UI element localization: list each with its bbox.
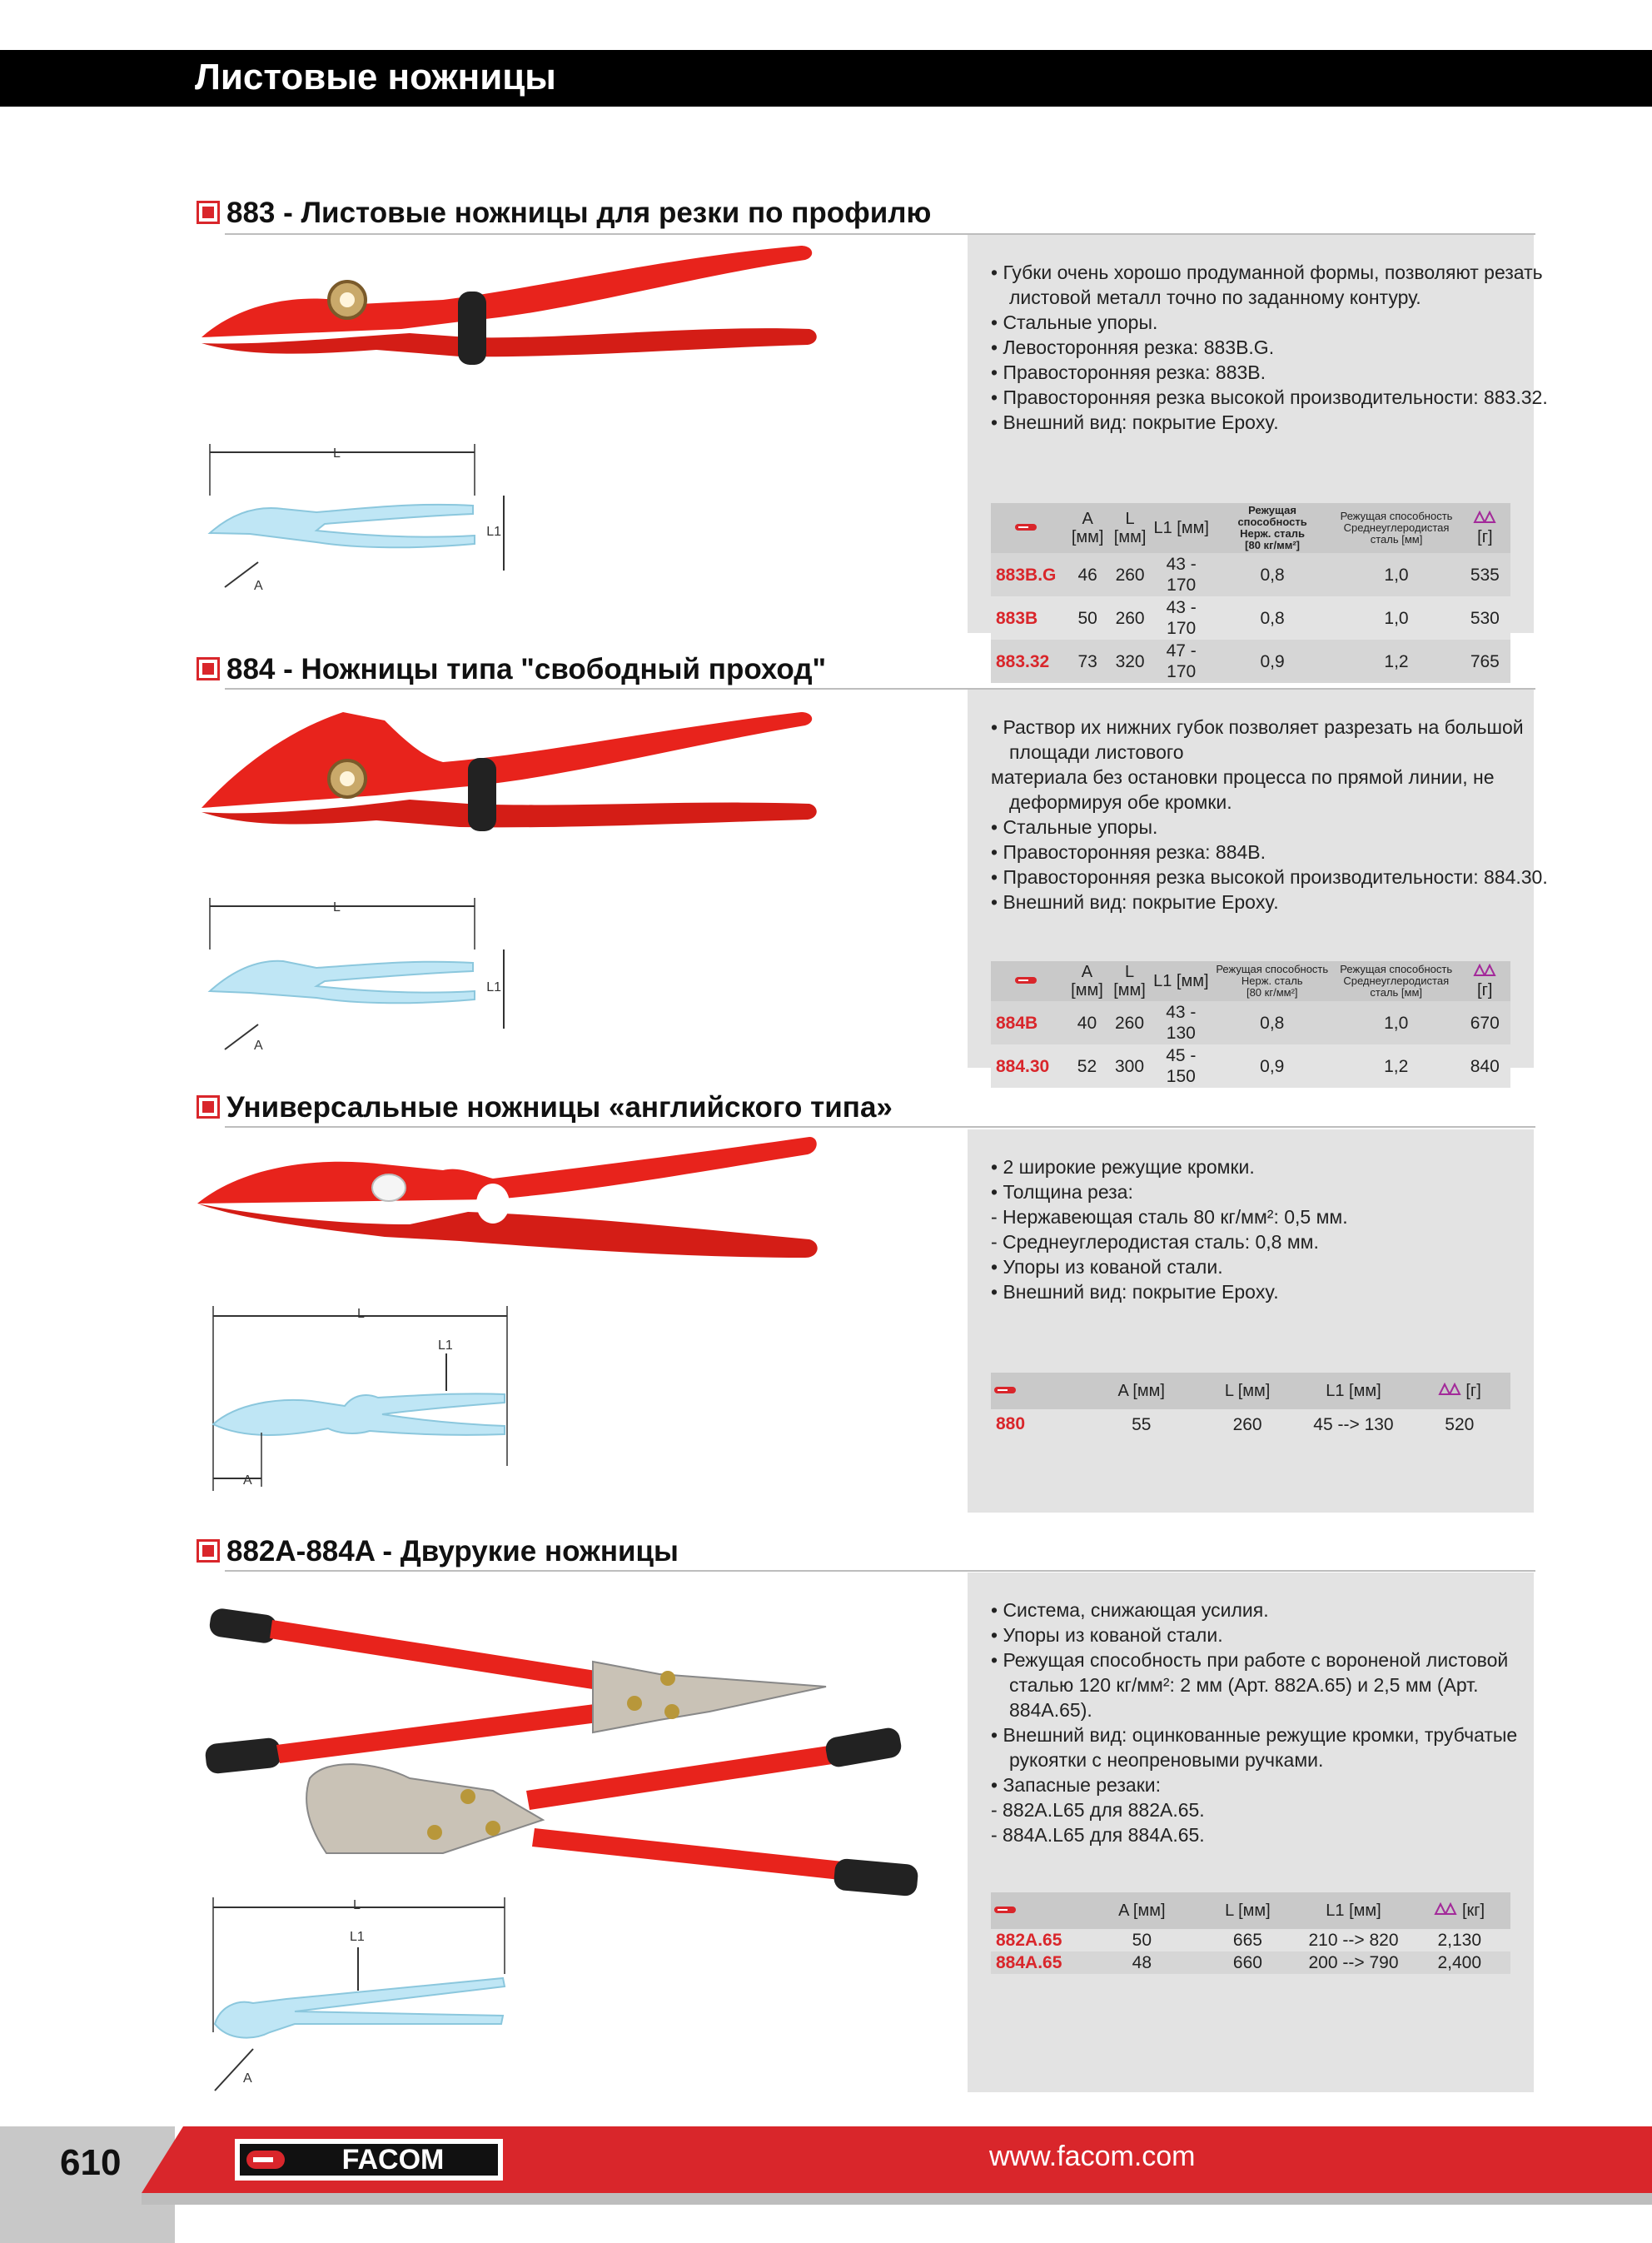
feature-item: • Внешний вид: покрытие Epoxy. [991,1281,1279,1303]
col-l1-header: L1 [мм] [1298,1373,1408,1409]
feature-item: • Запасные резаки: [991,1774,1162,1796]
weight-icon [1473,511,1496,524]
feature-item: - 882A.L65 для 882A.65. [991,1799,1205,1821]
section-divider [225,1570,1535,1572]
col-weight-unit: [г] [1465,1382,1481,1400]
feature-item: • Толщина реза: [991,1181,1133,1203]
red-square-icon [197,1095,220,1119]
feature-item: материала без остановки процесса по прямой линии, не [991,766,1495,788]
col-l-header: L [1125,510,1135,528]
svg-text:L: L [357,1307,365,1321]
weight-icon [1473,964,1496,977]
page-number: 610 [60,2142,122,2183]
table-header-row: A [мм] L [мм] L1 [мм] Режущая способность Нерж. сталь [80 кг/мм²] Режущая способность Среднеуглеродистая сталь [мм] [г] [991,503,1510,553]
svg-text:L1: L1 [438,1338,453,1353]
feature-item: • Раствор их нижних губок позволяет разрезать на большой [991,716,1524,738]
reference-icon [991,1892,1087,1929]
col-a-header: A [1082,510,1093,528]
feature-list [991,260,1548,435]
spec-panel-880 [968,1129,1534,1513]
table-row: 883.32 73 320 47 - 170 0,9 1,2 765 [991,640,1510,683]
svg-text:L1: L1 [486,525,501,539]
col-weight-unit: [г] [1477,528,1493,546]
tool-883-dimension-diagram [200,437,525,596]
spec-panel-884 [968,690,1548,1086]
footer-strip [142,2193,1652,2205]
svg-text:L: L [353,1898,361,1912]
section-title-882a-884a: 882A-884A - Двурукие ножницы [197,1535,679,1573]
feature-item: площади листового [1009,741,1184,763]
feature-item: - Среднеуглеродистая сталь: 0,8 мм. [991,1231,1319,1253]
feature-item: 884A.65). [1009,1699,1092,1721]
red-square-icon [197,201,220,224]
feature-item: • Внешний вид: покрытие Epoxy. [991,411,1279,433]
feature-item: • Левосторонняя резка: 883B.G. [991,336,1275,358]
weight-icon [1434,1902,1457,1916]
feature-list [991,1598,1524,1847]
table-header-row [991,1373,1510,1409]
table-header-row: A [мм] L [мм] L1 [мм] Режущая способность Нерж. сталь [80 кг/мм²] Режущая способность Среднеуглеродистая сталь [мм] [г] [991,961,1510,1001]
col-l1-header: L1 [мм] [1151,961,1212,1001]
tool-880-photo [193,1133,834,1266]
table-row: 884.30 52 300 45 - 150 0,9 1,2 840 [991,1044,1510,1088]
product-reference: 880 [991,1409,1087,1439]
col-cut-stainless-header: Режущая способность [1237,504,1307,528]
col-a-header: A [1081,963,1093,981]
spec-panel-883 [968,235,1548,681]
feature-item: • Правосторонняя резка: 884B. [991,841,1266,863]
tool-884-photo [193,695,826,845]
feature-item: • Система, снижающая усилия. [991,1599,1269,1621]
col-cut-carbon-header: Режущая способность [1340,963,1453,975]
feature-item: • Правосторонняя резка: 883B. [991,361,1266,383]
table-row: 883B 50 260 43 - 170 0,8 1,0 530 [991,596,1510,640]
tool-880-dimension-diagram [203,1299,520,1491]
svg-text:A: A [254,1039,263,1053]
spec-table-880 [991,1373,1510,1439]
col-l-header: L [мм] [1197,1892,1298,1929]
svg-text:L: L [333,900,341,915]
col-weight-unit: [г] [1477,981,1493,999]
svg-text:L1: L1 [486,980,501,994]
feature-item: деформируя обе кромки. [1009,791,1232,813]
reference-icon [991,503,1067,553]
facom-logo [235,2137,510,2182]
product-reference: 884.30 [991,1044,1066,1088]
col-l1-header: L1 [мм] [1299,1892,1409,1929]
tool-883-photo [193,242,826,383]
product-reference: 884A.65 [991,1951,1087,1974]
feature-item: - 884A.L65 для 884A.65. [991,1824,1205,1846]
tool-884-dimension-diagram [200,891,525,1058]
col-weight-unit: [кг] [1461,1902,1485,1920]
section-title-883: 883 - Листовые ножницы для резки по профилю [197,197,931,235]
feature-item: - Нержавеющая сталь 80 кг/мм²: 0,5 мм. [991,1206,1348,1228]
col-a-header: A [мм] [1087,1373,1197,1409]
feature-item: • Внешний вид: оцинкованные режущие кромки, трубчатые [991,1724,1518,1746]
product-reference: 883B [991,596,1067,640]
feature-item: сталью 120 кг/мм²: 2 мм (Арт. 882A.65) и 2,5 мм (Арт. [1009,1674,1479,1696]
feature-item: • Стальные упоры. [991,312,1158,333]
feature-item: • Губки очень хорошо продуманной формы, позволяют резать [991,262,1543,283]
spec-table-882a-884a [991,1892,1510,1974]
table-row: 883B.G 46 260 43 - 170 0,8 1,0 535 [991,553,1510,596]
product-reference: 883.32 [991,640,1067,683]
section-title-884: 884 - Ножницы типа "свободный проход" [197,653,826,691]
table-row: 880 55 260 45 --> 130 520 [991,1409,1510,1439]
reference-icon [991,1373,1087,1409]
feature-item: • Упоры из кованой стали. [991,1256,1223,1278]
svg-text:FACOM: FACOM [341,2144,445,2176]
col-l1-header: L1 [мм] [1152,503,1212,553]
col-cut-stainless-header: Режущая способность [1216,963,1329,975]
feature-item: • Режущая способность при работе с вороненой листовой [991,1649,1509,1671]
feature-item: • Стальные упоры. [991,816,1158,838]
col-a-unit: [мм] [1071,981,1103,999]
red-square-icon [197,1539,220,1563]
weight-icon [1438,1383,1461,1396]
col-l-header: L [1124,963,1135,981]
reference-icon [991,961,1066,1001]
footer-website-link[interactable]: www.facom.com [989,2141,1196,2172]
product-reference: 882A.65 [991,1929,1087,1951]
spec-panel-882a-884a [968,1573,1534,2092]
col-a-header: A [мм] [1087,1892,1197,1929]
col-a-unit: [мм] [1071,528,1104,546]
tool-882a-884a-dimension-diagram [203,1891,520,2099]
table-row: 882A.65 50 665 210 --> 820 2,130 [991,1929,1510,1951]
spec-table-884 [991,961,1510,1088]
feature-item: • Внешний вид: покрытие Epoxy. [991,891,1279,913]
feature-item: рукоятки с неопреновыми ручками. [1009,1749,1324,1771]
table-row: 884B 40 260 43 - 130 0,8 1,0 670 [991,1001,1510,1044]
svg-text:L: L [333,446,341,461]
col-l-unit: [мм] [1113,981,1146,999]
col-l-header: L [мм] [1197,1373,1298,1409]
table-header-row [991,1892,1510,1929]
section-divider [225,1126,1535,1128]
page-header-bar [0,50,1652,107]
svg-text:A: A [243,1473,252,1488]
tool-882a-884a-photo [193,1578,959,1936]
table-row: 884A.65 48 660 200 --> 790 2,400 [991,1951,1510,1974]
feature-list [991,1154,1524,1304]
feature-item: • Правосторонняя резка высокой производительности: 883.32. [991,386,1548,408]
feature-item: • Упоры из кованой стали. [991,1624,1223,1646]
col-cut-carbon-header: Режущая способность [1340,510,1453,522]
section-title-880: Универсальные ножницы «английского типа» [197,1091,893,1129]
spec-table-883 [991,503,1510,683]
feature-item: листовой металл точно по заданному контуру. [1009,287,1421,308]
page-title: Листовые ножницы [195,57,556,97]
feature-item: • 2 широкие режущие кромки. [991,1156,1255,1178]
svg-text:L1: L1 [350,1930,365,1944]
feature-item: • Правосторонняя резка высокой производительности: 884.30. [991,866,1548,888]
red-square-icon [197,657,220,680]
feature-list [991,715,1548,915]
svg-text:A: A [254,579,263,593]
col-l-unit: [мм] [1113,528,1147,546]
product-reference: 883B.G [991,553,1067,596]
product-reference: 884B [991,1001,1066,1044]
svg-text:A: A [243,2071,252,2086]
